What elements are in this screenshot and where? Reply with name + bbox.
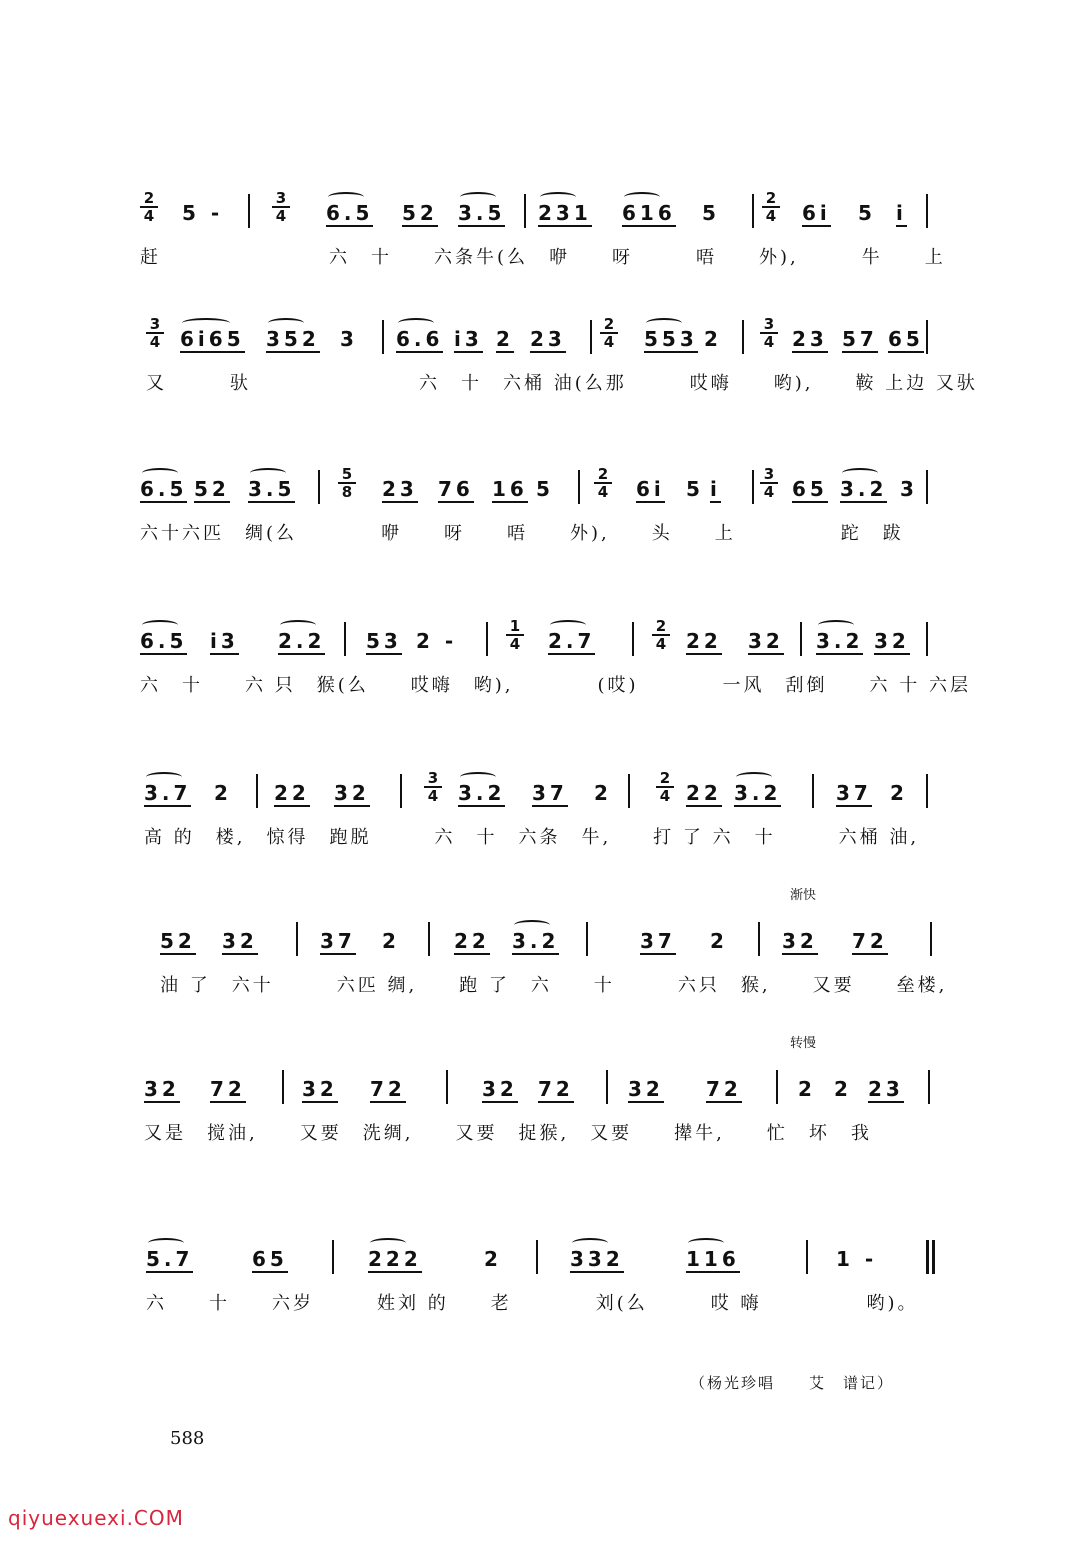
note-group: 3	[340, 327, 358, 351]
time-signature-denominator: 4	[763, 483, 775, 501]
barline	[248, 194, 250, 228]
time-signature	[338, 466, 356, 500]
note-group: 2	[704, 327, 722, 351]
barline	[524, 194, 526, 228]
barline	[926, 320, 928, 354]
barline	[800, 622, 802, 656]
time-signature	[272, 190, 290, 224]
barline	[752, 470, 754, 504]
lyrics-row	[0, 246, 1086, 276]
barline	[812, 774, 814, 808]
note-group: 6i	[802, 201, 831, 225]
tempo-marking: 转慢	[790, 1036, 817, 1051]
lyrics-row	[0, 674, 1086, 704]
note-group: 2.2	[278, 629, 326, 653]
note-group: 72	[210, 1077, 246, 1101]
lyrics-row	[0, 372, 1086, 402]
note-group: 72	[538, 1077, 574, 1101]
notation-row	[0, 618, 1086, 666]
note-group: 3.2	[816, 629, 864, 653]
time-signature-numerator: 5	[338, 466, 356, 484]
time-signature-numerator: 2	[140, 190, 158, 208]
note-group: 32	[222, 929, 258, 953]
barline	[926, 622, 928, 656]
note-group: 5	[858, 201, 876, 225]
note-group: 1 -	[836, 1247, 878, 1271]
note-group: 6.5	[326, 201, 374, 225]
lyrics-text: 又 驮 六 十 六桶 油(么那 哎嗨 哟), 鞍 上边 又驮	[146, 373, 978, 394]
time-signature-denominator: 4	[143, 207, 155, 225]
time-signature-denominator: 4	[509, 635, 521, 653]
note-group: 5	[702, 201, 720, 225]
time-signature-denominator: 4	[655, 635, 667, 653]
barline	[752, 194, 754, 228]
note-group: 2	[710, 929, 728, 953]
time-signature-denominator: 4	[427, 787, 439, 805]
slur-mark	[398, 318, 434, 328]
lyrics-row	[0, 1122, 1086, 1152]
note-group: 52	[160, 929, 196, 953]
slur-mark	[736, 772, 772, 782]
time-signature	[760, 316, 778, 350]
barline	[758, 922, 760, 956]
time-signature	[762, 190, 780, 224]
note-group: 222	[368, 1247, 422, 1271]
note-group: 3	[900, 477, 918, 501]
note-group: 22	[686, 781, 722, 805]
note-group: 72	[852, 929, 888, 953]
slur-mark	[460, 192, 496, 202]
slur-mark	[646, 318, 682, 328]
time-signature-numerator: 2	[762, 190, 780, 208]
note-group: 65	[792, 477, 828, 501]
barline	[332, 1240, 334, 1274]
note-group: 52	[194, 477, 230, 501]
notation-row	[0, 316, 1086, 364]
barline	[318, 470, 320, 504]
note-group: 37	[836, 781, 872, 805]
note-group: i	[710, 477, 721, 501]
time-signature	[656, 770, 674, 804]
slur-mark	[842, 468, 878, 478]
slur-mark	[328, 192, 364, 202]
note-group: 32	[748, 629, 784, 653]
note-group: 5	[686, 477, 704, 501]
slur-mark	[182, 318, 230, 328]
barline	[586, 922, 588, 956]
note-group: 32	[482, 1077, 518, 1101]
lyrics-text: 油 了 六十 六匹 绸, 跑 了 六 十 六只 猴, 又要 垒楼,	[160, 975, 948, 996]
barline	[590, 320, 592, 354]
note-group: 65	[252, 1247, 288, 1271]
notation-row	[0, 770, 1086, 818]
note-group: 53	[366, 629, 402, 653]
note-group: 37	[532, 781, 568, 805]
barline	[486, 622, 488, 656]
time-signature-numerator: 3	[760, 316, 778, 334]
note-group: 37	[320, 929, 356, 953]
time-signature-numerator: 3	[146, 316, 164, 334]
watermark-logo: qiyuexuexi.COM	[8, 1506, 184, 1530]
note-group: 6i65	[180, 327, 245, 351]
note-group: 116	[686, 1247, 740, 1271]
note-group: 22	[274, 781, 310, 805]
time-signature-denominator: 4	[597, 483, 609, 501]
lyrics-text: 高 的 楼, 惊得 跑脱 六 十 六条 牛, 打 了 六 十 六桶 油,	[144, 827, 920, 848]
final-barline	[926, 1240, 929, 1274]
slur-mark	[818, 620, 854, 630]
barline	[344, 622, 346, 656]
note-group: 2 -	[416, 629, 458, 653]
barline	[428, 922, 430, 956]
note-group: 2	[484, 1247, 502, 1271]
note-group: 231	[538, 201, 592, 225]
notation-row	[0, 466, 1086, 514]
note-group: 32	[144, 1077, 180, 1101]
barline	[776, 1070, 778, 1104]
note-group: 72	[370, 1077, 406, 1101]
slur-mark	[540, 192, 576, 202]
note-group: 2	[834, 1077, 852, 1101]
note-group: 5	[536, 477, 554, 501]
slur-mark	[148, 1238, 184, 1248]
note-group: 37	[640, 929, 676, 953]
slur-mark	[280, 620, 316, 630]
note-group: 6.5	[140, 629, 188, 653]
note-group: 2	[496, 327, 514, 351]
time-signature-denominator: 4	[603, 333, 615, 351]
note-group: i3	[210, 629, 239, 653]
time-signature-numerator: 2	[594, 466, 612, 484]
notation-row	[0, 918, 1086, 966]
note-group: 3.2	[734, 781, 782, 805]
tempo-marking: 渐快	[790, 888, 817, 903]
note-group: 3.7	[144, 781, 192, 805]
note-group: 2	[214, 781, 232, 805]
time-signature	[594, 466, 612, 500]
lyrics-row	[0, 522, 1086, 552]
barline	[930, 922, 932, 956]
time-signature	[424, 770, 442, 804]
time-signature-denominator: 8	[341, 483, 353, 501]
time-signature	[140, 190, 158, 224]
barline	[606, 1070, 608, 1104]
barline	[928, 1070, 930, 1104]
note-group: 2	[798, 1077, 816, 1101]
time-signature-numerator: 1	[506, 618, 524, 636]
performer-credit: （杨光珍唱 艾 谱记）	[690, 1374, 895, 1392]
lyrics-text: 六 十 六岁 姓刘 的 老 刘(么 哎 嗨 哟)。	[146, 1293, 919, 1314]
time-signature-numerator: 2	[600, 316, 618, 334]
lyrics-text: 赶 六 十 六条牛(么 咿 呀 唔 外), 牛 上	[140, 247, 946, 268]
barline	[632, 622, 634, 656]
note-group: 3.2	[512, 929, 560, 953]
barline	[446, 1070, 448, 1104]
barline	[256, 774, 258, 808]
barline	[296, 922, 298, 956]
note-group: i	[896, 201, 907, 225]
note-group: 6.5	[140, 477, 188, 501]
note-group: 2	[382, 929, 400, 953]
barline	[742, 320, 744, 354]
note-group: 553	[644, 327, 698, 351]
barline	[536, 1240, 538, 1274]
lyrics-text: 六 十 六 只 猴(么 哎嗨 哟), (哎) 一风 刮倒 六 十 六层	[140, 675, 971, 696]
note-group: 3.5	[458, 201, 506, 225]
time-signature-numerator: 3	[424, 770, 442, 788]
note-group: 32	[782, 929, 818, 953]
note-group: 23	[382, 477, 418, 501]
slur-mark	[514, 920, 550, 930]
note-group: 32	[628, 1077, 664, 1101]
slur-mark	[370, 1238, 406, 1248]
note-group: 5.7	[146, 1247, 194, 1271]
time-signature	[146, 316, 164, 350]
lyrics-row	[0, 1292, 1086, 1322]
note-group: 5 -	[182, 201, 224, 225]
note-group: 22	[454, 929, 490, 953]
time-signature	[652, 618, 670, 652]
note-group: 332	[570, 1247, 624, 1271]
time-signature-denominator: 4	[763, 333, 775, 351]
time-signature-denominator: 4	[659, 787, 671, 805]
notation-row	[0, 1236, 1086, 1284]
note-group: 22	[686, 629, 722, 653]
note-group: 6.6	[396, 327, 444, 351]
slur-mark	[688, 1238, 724, 1248]
barline	[400, 774, 402, 808]
barline	[578, 470, 580, 504]
note-group: i3	[454, 327, 483, 351]
barline	[628, 774, 630, 808]
slur-mark	[572, 1238, 608, 1248]
note-group: 3.2	[458, 781, 506, 805]
note-group: 3.2	[840, 477, 888, 501]
barline	[282, 1070, 284, 1104]
slur-mark	[624, 192, 660, 202]
note-group: 2	[890, 781, 908, 805]
slur-mark	[250, 468, 286, 478]
lyrics-text: 又是 搅油, 又要 洗绸, 又要 捉猴, 又要 撵牛, 忙 坏 我	[144, 1123, 872, 1144]
time-signature-denominator: 4	[765, 207, 777, 225]
lyrics-row	[0, 974, 1086, 1004]
time-signature	[600, 316, 618, 350]
note-group: 72	[706, 1077, 742, 1101]
lyrics-text: 六十六匹 绸(么 咿 呀 唔 外), 头 上 跎 跋	[140, 523, 904, 544]
slur-mark	[550, 620, 586, 630]
note-group: 57	[842, 327, 878, 351]
slur-mark	[142, 468, 178, 478]
note-group: 32	[334, 781, 370, 805]
time-signature-denominator: 4	[275, 207, 287, 225]
note-group: 23	[792, 327, 828, 351]
time-signature-numerator: 2	[656, 770, 674, 788]
lyrics-row	[0, 826, 1086, 856]
barline	[382, 320, 384, 354]
time-signature	[760, 466, 778, 500]
note-group: 16	[492, 477, 528, 501]
note-group: 32	[874, 629, 910, 653]
time-signature	[506, 618, 524, 652]
note-group: 76	[438, 477, 474, 501]
slur-mark	[142, 620, 178, 630]
note-group: 6i	[636, 477, 665, 501]
note-group: 2.7	[548, 629, 596, 653]
barline	[806, 1240, 808, 1274]
note-group: 32	[302, 1077, 338, 1101]
note-group: 23	[868, 1077, 904, 1101]
barline	[926, 774, 928, 808]
time-signature-numerator: 2	[652, 618, 670, 636]
note-group: 2	[594, 781, 612, 805]
note-group: 3.5	[248, 477, 296, 501]
note-group: 352	[266, 327, 320, 351]
note-group: 52	[402, 201, 438, 225]
slur-mark	[460, 772, 496, 782]
notation-row	[0, 1066, 1086, 1114]
time-signature-denominator: 4	[149, 333, 161, 351]
barline	[926, 194, 928, 228]
note-group: 616	[622, 201, 676, 225]
notation-row	[0, 190, 1086, 238]
barline	[926, 470, 928, 504]
slur-mark	[268, 318, 304, 328]
slur-mark	[146, 772, 182, 782]
note-group: 23	[530, 327, 566, 351]
time-signature-numerator: 3	[272, 190, 290, 208]
note-group: 65	[888, 327, 924, 351]
page-number: 588	[170, 1428, 205, 1449]
time-signature-numerator: 3	[760, 466, 778, 484]
